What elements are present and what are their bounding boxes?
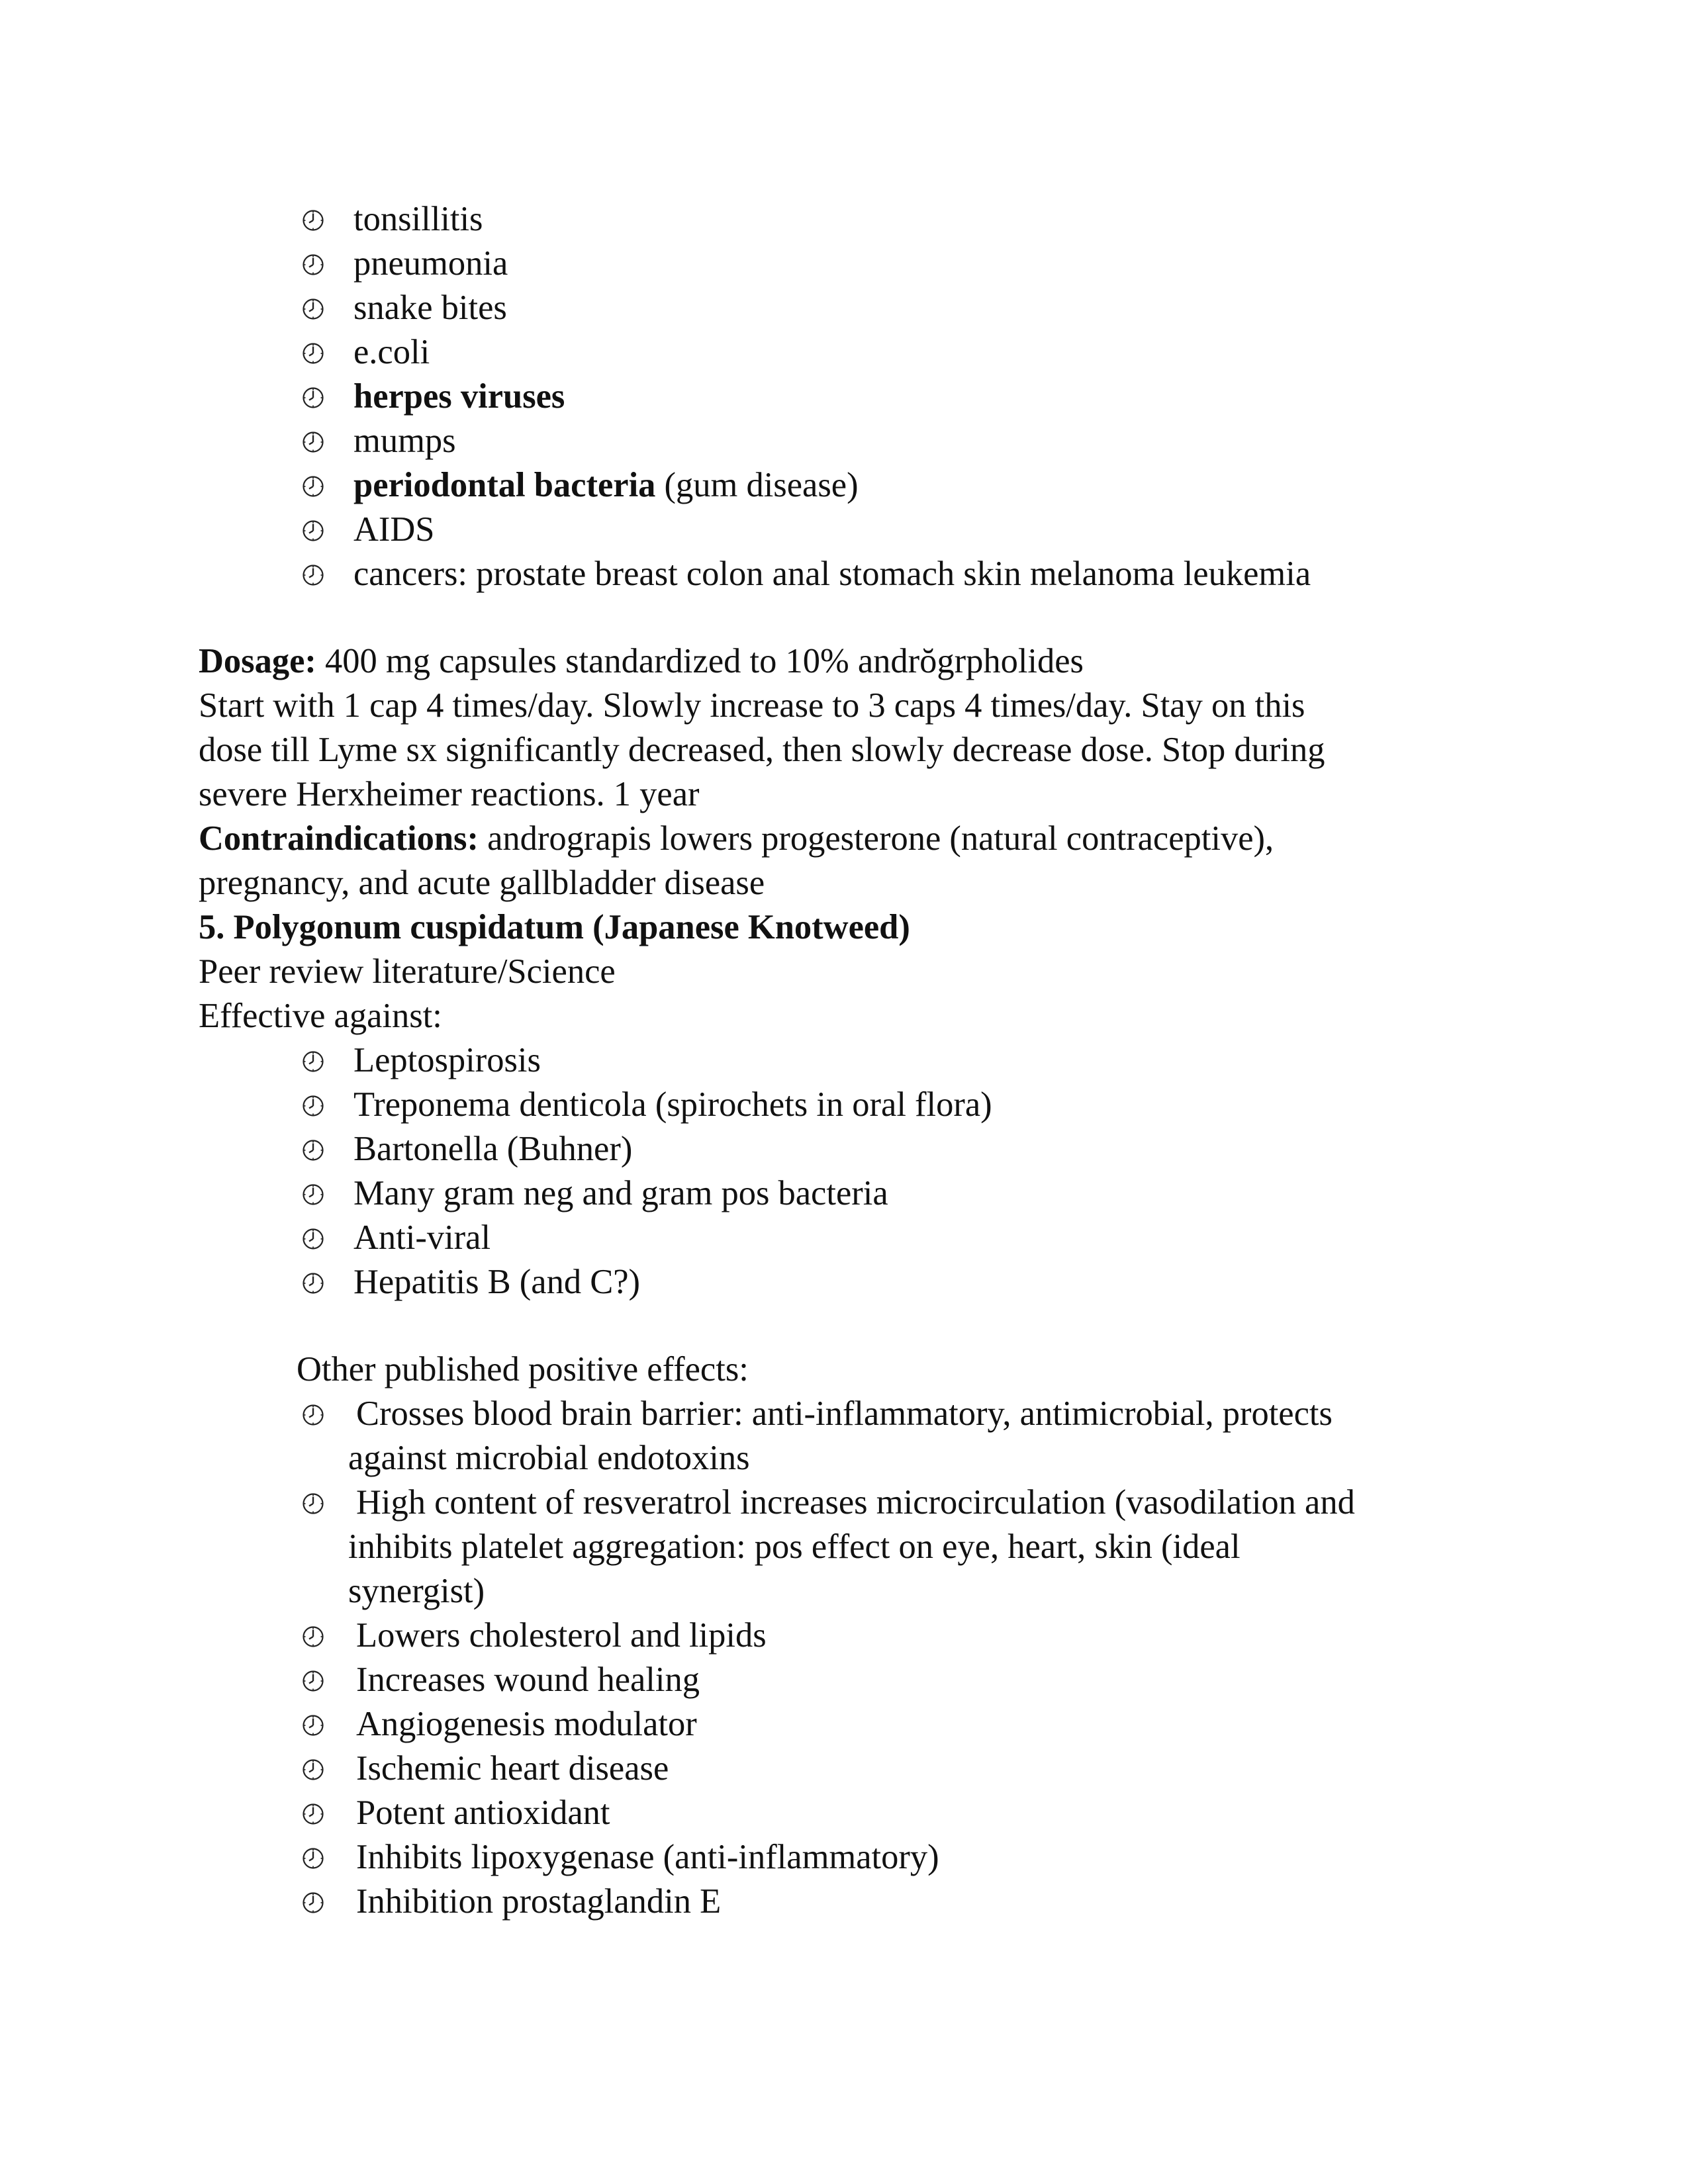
dosage-text: 400 mg capsules standardized to 10% andrŏgrpholides: [316, 642, 1084, 680]
list-item-bold: herpes viruses: [353, 377, 565, 416]
contraindications-line-2: pregnancy, and acute gallbladder disease: [199, 864, 765, 902]
clock-icon: [302, 1714, 324, 1737]
dosage-section: [199, 639, 1523, 1038]
clock-icon: [302, 1050, 324, 1073]
list-item-text: Inhibition prostaglandin E: [356, 1882, 722, 1921]
list-item-text: e.coli: [353, 333, 430, 371]
list-item-continuation: inhibits platelet aggregation: pos effect on eye, heart, skin (ideal: [348, 1527, 1241, 1566]
list-item: [297, 1480, 1488, 1614]
clock-icon: [302, 1625, 324, 1648]
list-item-text: Inhibits lipoxygenase (anti-inflammatory): [356, 1838, 939, 1876]
clock-icon: [302, 475, 324, 498]
list-item-text: tonsillitis: [353, 200, 483, 238]
clock-icon: [302, 520, 324, 542]
list-item: [297, 552, 1488, 596]
list-item-text: Crosses blood brain barrier: anti-inflammatory, antimicrobial, protects: [356, 1394, 1333, 1433]
contraindications-line-1: [199, 817, 1523, 861]
list-item: [297, 1658, 1488, 1702]
list-item: [297, 242, 1488, 286]
list-item-text: (gum disease): [655, 466, 859, 504]
clock-icon: [302, 209, 324, 232]
list-item-text: Angiogenesis modulator: [356, 1705, 697, 1743]
list-item: [297, 375, 1488, 419]
list-item-text: Ischemic heart disease: [356, 1749, 669, 1788]
list-item-text: pneumonia: [353, 244, 508, 283]
effective-against-list: [297, 1038, 1488, 1304]
clock-icon: [302, 253, 324, 276]
clock-icon: [302, 387, 324, 409]
list-item-text: Anti-viral: [353, 1218, 491, 1257]
list-item-text: Lowers cholesterol and lipids: [356, 1616, 767, 1655]
contraindications-text: andrograpis lowers progesterone (natural contraceptive),: [478, 819, 1274, 858]
section-heading: [199, 905, 1523, 950]
clock-icon: [302, 1228, 324, 1250]
clock-icon: [302, 1758, 324, 1781]
clock-icon: [302, 1492, 324, 1515]
clock-icon: [302, 342, 324, 365]
list-item: [297, 508, 1488, 552]
section-line-2: Effective against:: [199, 997, 442, 1035]
list-item-text: Many gram neg and gram pos bacteria: [353, 1174, 888, 1212]
list-item: [297, 1127, 1488, 1171]
list-item-text: Potent antioxidant: [356, 1794, 610, 1832]
section-line-1: Peer review literature/Science: [199, 952, 616, 991]
list-item-text: snake bites: [353, 289, 507, 327]
list-item-text: cancers: prostate breast colon anal stomach skin melanoma leukemia: [353, 555, 1311, 593]
list-item-text: AIDS: [353, 510, 435, 549]
list-item: [297, 1880, 1488, 1924]
list-item: [297, 1216, 1488, 1260]
list-item: [297, 1083, 1488, 1127]
clock-icon: [302, 1803, 324, 1825]
list-item-text: Treponema denticola (spirochets in oral flora): [353, 1085, 992, 1124]
list-item: [297, 1747, 1488, 1791]
clock-icon: [302, 1670, 324, 1692]
clock-icon: [302, 431, 324, 453]
conditions-list: [297, 197, 1488, 596]
clock-icon: [302, 1891, 324, 1914]
list-item: [297, 419, 1488, 463]
other-effects-heading: Other published positive effects:: [297, 1350, 749, 1388]
clock-icon: [302, 1404, 324, 1426]
list-item-continuation: synergist): [348, 1572, 485, 1610]
list-item: [297, 463, 1488, 508]
clock-icon: [302, 1095, 324, 1117]
list-item: [297, 197, 1488, 242]
list-item-bold: periodontal bacteria: [353, 466, 656, 504]
dosage-line-3: dose till Lyme sx significantly decreased, then slowly decrease dose. Stop during: [199, 731, 1325, 769]
list-item: [297, 1791, 1488, 1835]
list-item: [297, 1702, 1488, 1747]
clock-icon: [302, 1139, 324, 1161]
list-item: [297, 1835, 1488, 1880]
section-heading-text: 5. Polygonum cuspidatum (Japanese Knotweed): [199, 908, 910, 946]
list-item: [297, 1038, 1488, 1083]
clock-icon: [302, 564, 324, 586]
clock-icon: [302, 298, 324, 320]
dosage-line-2: Start with 1 cap 4 times/day. Slowly increase to 3 caps 4 times/day. Stay on this: [199, 686, 1305, 725]
clock-icon: [302, 1183, 324, 1206]
list-item-text: High content of resveratrol increases microcirculation (vasodilation and: [356, 1483, 1355, 1522]
list-item-text: Leptospirosis: [353, 1041, 541, 1079]
dosage-line-1: [199, 639, 1523, 684]
list-item: [297, 1392, 1488, 1480]
list-item-text: mumps: [353, 422, 456, 460]
list-item: [297, 330, 1488, 375]
other-effects-list: [297, 1392, 1488, 1924]
list-item-text: Hepatitis B (and C?): [353, 1263, 641, 1301]
list-item: [297, 286, 1488, 330]
clock-icon: [302, 1272, 324, 1295]
clock-icon: [302, 1847, 324, 1870]
dosage-label: Dosage:: [199, 642, 316, 680]
list-item: [297, 1614, 1488, 1658]
dosage-line-4: severe Herxheimer reactions. 1 year: [199, 775, 700, 813]
list-item-text: Bartonella (Buhner): [353, 1130, 633, 1168]
list-item-text: Increases wound healing: [356, 1661, 700, 1699]
list-item: [297, 1171, 1488, 1216]
list-item: [297, 1260, 1488, 1304]
list-item-continuation: against microbial endotoxins: [348, 1439, 750, 1477]
contraindications-label: Contraindications:: [199, 819, 479, 858]
